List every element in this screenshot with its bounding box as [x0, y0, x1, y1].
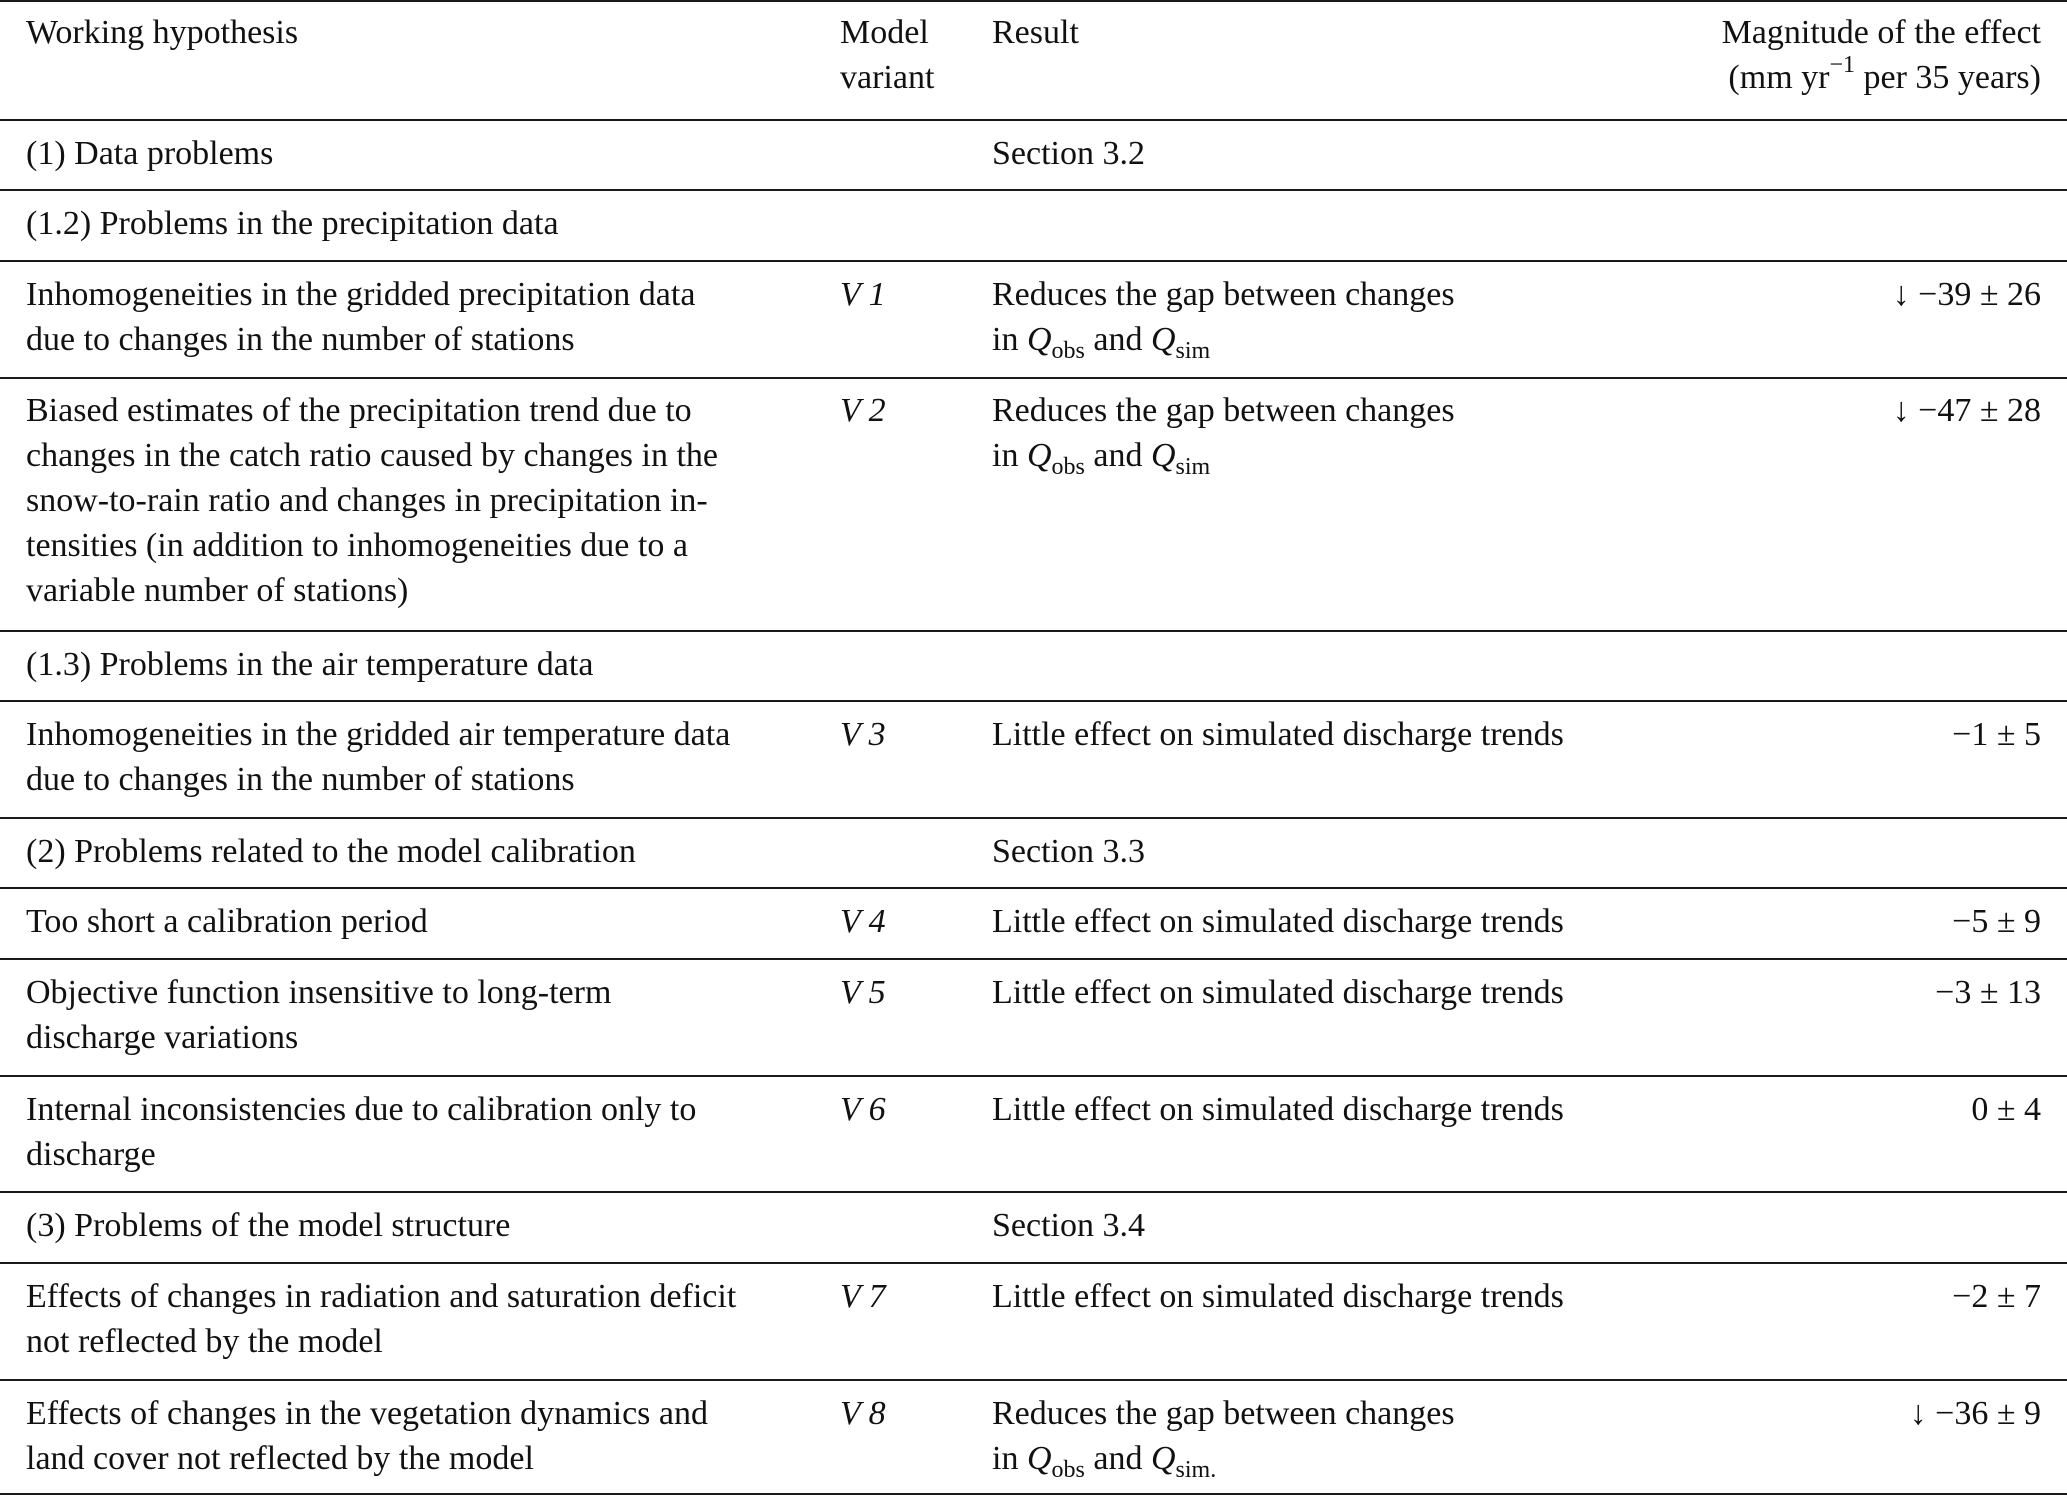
q-symbol: Q	[1026, 437, 1052, 474]
hypothesis-line: Objective function insensitive to long-term	[26, 974, 612, 1011]
variant-v7: V 7	[840, 1278, 886, 1315]
q-symbol: Q	[1150, 1440, 1176, 1477]
magnitude-v6: 0 ± 4	[1971, 1091, 2041, 1128]
section-data-problems: (1) Data problems	[26, 135, 274, 172]
rule	[0, 260, 2067, 262]
magnitude-v1: ↓ −39 ± 26	[1892, 276, 2041, 313]
rule-header	[0, 119, 2067, 121]
hypothesis-line: discharge variations	[26, 1019, 299, 1056]
variant-v3: V 3	[840, 716, 886, 753]
result-and: and	[1084, 1440, 1151, 1477]
hypothesis-line: tensities (in addition to inhomogeneities due to a	[26, 527, 688, 564]
hypothesis-line: Too short a calibration period	[26, 903, 428, 940]
variant-v6: V 6	[840, 1091, 886, 1128]
hypothesis-v2	[26, 388, 794, 613]
magnitude-v2: ↓ −47 ± 28	[1892, 392, 2041, 429]
hypothesis-v8	[26, 1391, 708, 1481]
hypothesis-line: Biased estimates of the precipitation trend due to	[26, 392, 692, 429]
hypothesis-v1	[26, 272, 695, 362]
section-data-problems-ref: Section 3.2	[992, 135, 1145, 172]
hypothesis-line: Effects of changes in the vegetation dynamics and	[26, 1395, 708, 1432]
rule	[0, 377, 2067, 379]
obs-subscript: obs	[1051, 1457, 1085, 1483]
magnitude-v8: ↓ −36 ± 9	[1909, 1395, 2041, 1432]
hypothesis-line: due to changes in the number of stations	[26, 761, 575, 798]
q-symbol: Q	[1150, 437, 1176, 474]
sim-subscript: sim	[1175, 338, 1211, 364]
hypothesis-v5	[26, 970, 611, 1060]
variant-v5: V 5	[840, 974, 886, 1011]
hypothesis-line: land cover not reflected by the model	[26, 1440, 534, 1477]
result-v5: Little effect on simulated discharge trends	[992, 974, 1564, 1011]
result-v4: Little effect on simulated discharge trends	[992, 903, 1564, 940]
section-model-calibration-ref: Section 3.3	[992, 833, 1145, 870]
magnitude-v5: −3 ± 13	[1935, 974, 2041, 1011]
rule	[0, 1262, 2067, 1264]
section-model-calibration: (2) Problems related to the model calibration	[26, 833, 636, 870]
header-magnitude	[1722, 10, 2041, 100]
result-line: Reduces the gap between changes	[992, 1395, 1455, 1432]
header-model-variant-line1: Model	[840, 14, 929, 51]
result-and: and	[1084, 437, 1151, 474]
rule	[0, 1379, 2067, 1381]
variant-v8: V 8	[840, 1395, 886, 1432]
hypothesis-line: not reflected by the model	[26, 1323, 383, 1360]
result-v1	[992, 272, 1455, 362]
hypothesis-line: due to changes in the number of stations	[26, 321, 575, 358]
hypothesis-v4	[26, 899, 428, 944]
header-unit-text: (mm yr	[1728, 59, 1830, 96]
result-v8	[992, 1391, 1455, 1481]
magnitude-v7: −2 ± 7	[1952, 1278, 2041, 1315]
result-v7: Little effect on simulated discharge trends	[992, 1278, 1564, 1315]
result-in: in	[992, 437, 1027, 474]
sim-subscript: sim.	[1175, 1457, 1217, 1483]
header-model-variant-line2: variant	[840, 59, 935, 96]
result-and: and	[1084, 321, 1151, 358]
header-working-hypothesis: Working hypothesis	[26, 14, 299, 51]
rule-top	[0, 0, 2067, 2]
rule	[0, 1191, 2067, 1193]
header-magnitude-line1: Magnitude of the effect	[1721, 14, 2041, 51]
hypothesis-line: Effects of changes in radiation and saturation deficit	[26, 1278, 737, 1315]
header-model-variant	[840, 10, 934, 100]
q-symbol: Q	[1026, 321, 1052, 358]
hypothesis-line: discharge	[26, 1136, 156, 1173]
rule	[0, 1075, 2067, 1077]
hypothesis-v6	[26, 1087, 794, 1177]
header-unit-period: per 35 years)	[1855, 59, 2041, 96]
magnitude-v3: −1 ± 5	[1952, 716, 2041, 753]
obs-subscript: obs	[1051, 454, 1085, 480]
hypothesis-line: snow-to-rain ratio and changes in precipitation in-	[26, 482, 708, 519]
result-in: in	[992, 321, 1027, 358]
header-unit-exponent: −1	[1829, 52, 1856, 78]
rule	[0, 817, 2067, 819]
magnitude-v4: −5 ± 9	[1952, 903, 2041, 940]
hypothesis-line: Inhomogeneities in the gridded precipitation data	[26, 276, 696, 313]
result-line	[992, 433, 1455, 478]
hypothesis-v3	[26, 712, 730, 802]
rule	[0, 887, 2067, 889]
hypothesis-line: changes in the catch ratio caused by changes in the	[26, 437, 719, 474]
section-model-structure-ref: Section 3.4	[992, 1207, 1145, 1244]
rule	[0, 700, 2067, 702]
result-in: in	[992, 1440, 1027, 1477]
hypothesis-v7	[26, 1274, 736, 1364]
header-result: Result	[992, 14, 1079, 51]
section-model-structure: (3) Problems of the model structure	[26, 1207, 511, 1244]
obs-subscript: obs	[1051, 338, 1085, 364]
hypothesis-line: Internal inconsistencies due to calibration only to	[26, 1091, 697, 1128]
variant-v4: V 4	[840, 903, 886, 940]
hypothesis-line: Inhomogeneities in the gridded air temperature data	[26, 716, 731, 753]
variant-v2: V 2	[840, 392, 886, 429]
result-v6: Little effect on simulated discharge trends	[992, 1091, 1564, 1128]
q-symbol: Q	[1026, 1440, 1052, 1477]
result-v3: Little effect on simulated discharge trends	[992, 716, 1564, 753]
result-v2	[992, 388, 1455, 478]
rule	[0, 630, 2067, 632]
subsection-precipitation: (1.2) Problems in the precipitation data	[26, 205, 559, 242]
result-line	[992, 1436, 1455, 1481]
hypothesis-line: variable number of stations)	[26, 572, 409, 609]
header-magnitude-line2	[1722, 52, 2041, 100]
result-line: Reduces the gap between changes	[992, 392, 1455, 429]
result-line	[992, 317, 1455, 362]
q-symbol: Q	[1150, 321, 1176, 358]
variant-v1: V 1	[840, 276, 886, 313]
result-line: Reduces the gap between changes	[992, 276, 1455, 313]
rule	[0, 189, 2067, 191]
sim-subscript: sim	[1175, 454, 1211, 480]
rule	[0, 958, 2067, 960]
subsection-air-temperature: (1.3) Problems in the air temperature data	[26, 646, 594, 683]
